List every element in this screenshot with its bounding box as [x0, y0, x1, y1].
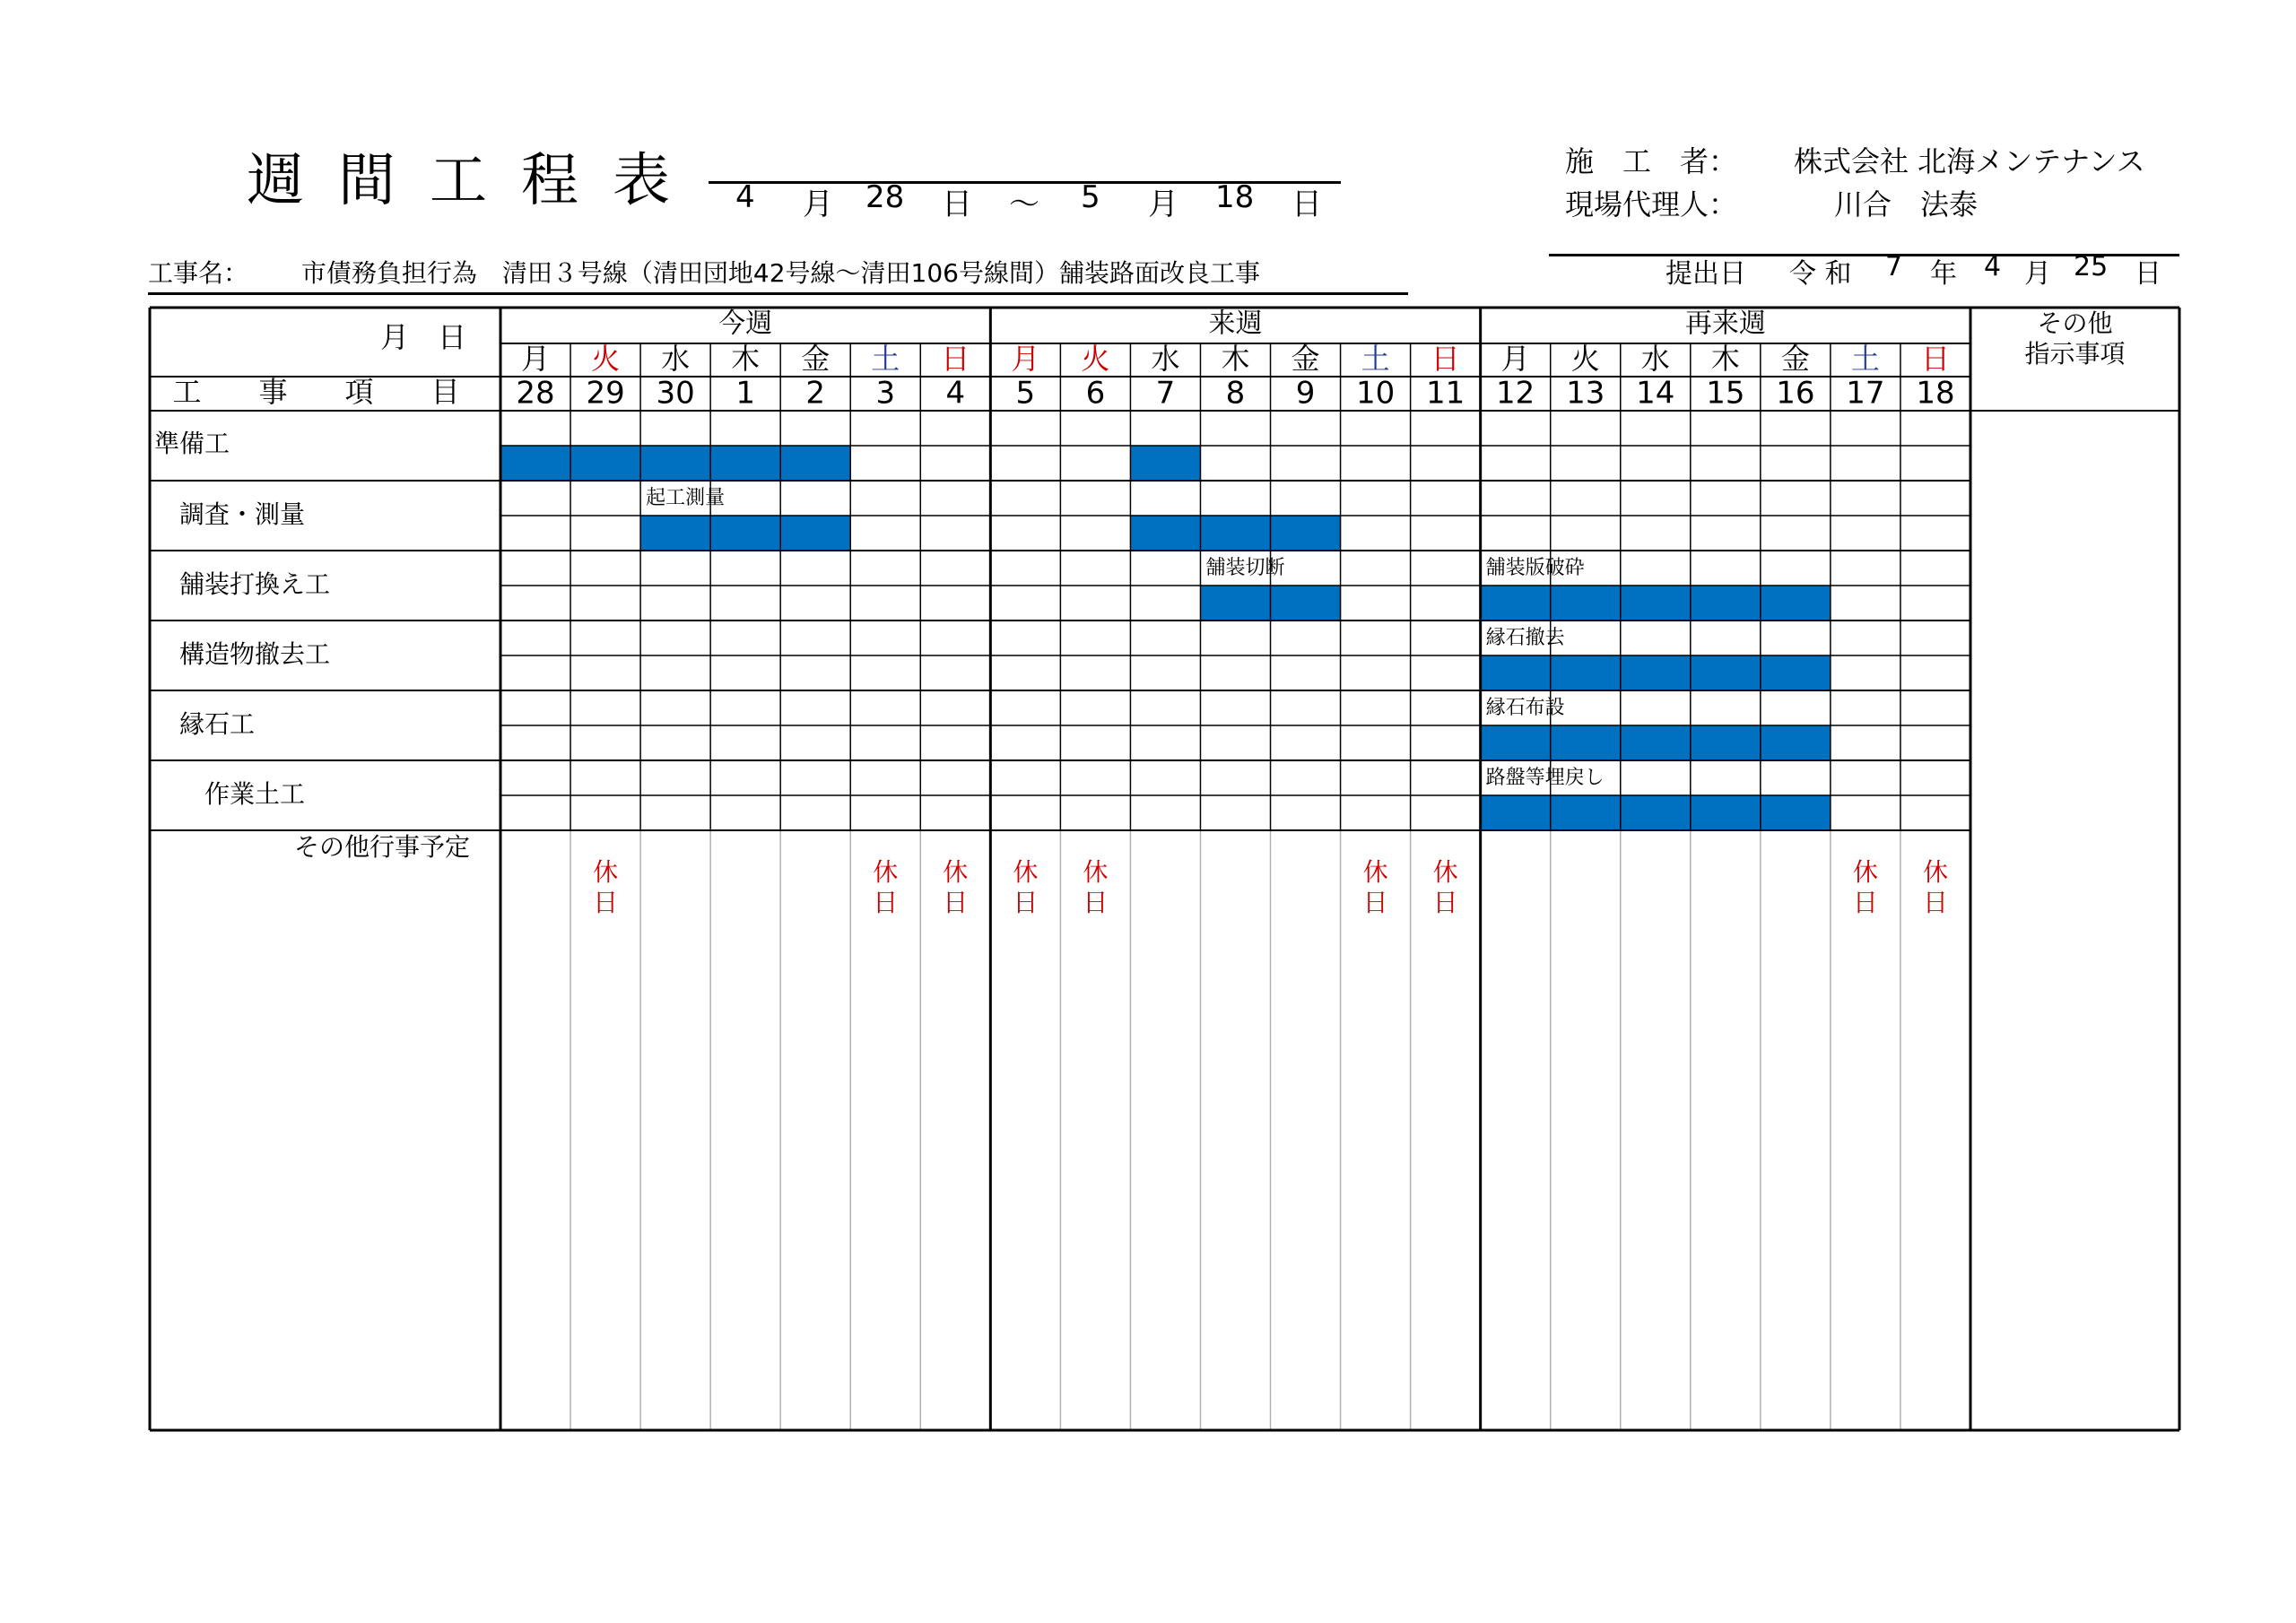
- task-note: 舗装版破砕: [1485, 557, 1585, 579]
- page-title: 週間工程表: [247, 148, 704, 214]
- project-name: 市債務負担行為 清田３号線（清田団地42号線～清田106号線間）舗装路面改良工事: [300, 258, 1260, 288]
- weekday-6: 土: [871, 342, 900, 376]
- period-from-day: 28: [865, 179, 905, 215]
- task-bar: [1481, 586, 1831, 621]
- task-bar: [500, 446, 850, 481]
- holiday-mark: 休: [593, 857, 619, 887]
- submit-label: 提出日: [1665, 258, 1746, 290]
- holiday-mark: 日: [1922, 888, 1948, 917]
- day-number-14: 11: [1426, 375, 1465, 412]
- notes-header-line1: その他: [2037, 308, 2113, 338]
- work-items-header: 工 事 項 目: [172, 375, 460, 409]
- period-month-label-2: 月: [1148, 187, 1178, 222]
- period-day-label-2: 日: [1292, 187, 1322, 222]
- weekday-2: 火: [591, 342, 621, 376]
- holiday-mark: 休: [873, 857, 899, 887]
- task-note: 舗装切断: [1205, 557, 1285, 579]
- holiday-mark: 日: [1362, 888, 1388, 917]
- agent-name: 川合 法泰: [1834, 187, 1979, 221]
- period-month-label: 月: [803, 187, 833, 222]
- other-events-label: その他行事予定: [293, 832, 470, 862]
- holiday-mark: 日: [593, 888, 619, 917]
- weekday-18: 木: [1710, 342, 1740, 376]
- day-number-21: 18: [1916, 375, 1955, 412]
- day-number-4: 1: [735, 375, 755, 412]
- weekday-15: 月: [1500, 342, 1530, 376]
- task-bar: [1130, 516, 1340, 551]
- task-label-6: 作業土工: [204, 779, 306, 809]
- period-to-month: 5: [1081, 179, 1100, 215]
- task-bar: [1130, 446, 1200, 481]
- holiday-mark: 日: [1432, 888, 1458, 917]
- weekday-8: 月: [1011, 342, 1040, 376]
- day-number-15: 12: [1496, 375, 1535, 412]
- day-number-6: 3: [875, 375, 896, 412]
- day-number-8: 5: [1015, 375, 1036, 412]
- holiday-mark: 休: [1083, 857, 1109, 887]
- weekday-7: 日: [941, 342, 970, 376]
- month-day-header: 月 日: [379, 320, 466, 354]
- submit-day: 25: [2074, 251, 2109, 282]
- holiday-mark: 休: [1432, 857, 1458, 887]
- holiday-mark: 休: [1852, 857, 1878, 887]
- holiday-mark: 日: [873, 888, 899, 917]
- task-note: 路盤等埋戻し: [1485, 767, 1605, 789]
- week-header-3: 再来週: [1684, 308, 1766, 340]
- period-day-label: 日: [942, 187, 972, 222]
- project-label: 工事名：: [148, 258, 249, 288]
- weekday-14: 日: [1431, 342, 1460, 376]
- holiday-mark: 休: [943, 857, 969, 887]
- notes-header-line2: 指示事項: [2024, 339, 2126, 369]
- weekday-9: 火: [1081, 342, 1110, 376]
- day-number-12: 9: [1295, 375, 1316, 412]
- task-note: 起工測量: [646, 487, 726, 509]
- holiday-mark: 日: [943, 888, 969, 917]
- contractor-name: 株式会社 北海メンテナンス: [1794, 144, 2145, 178]
- task-bar: [1481, 795, 1831, 830]
- weekday-1: 月: [521, 342, 551, 376]
- day-number-10: 7: [1155, 375, 1176, 412]
- task-label-3: 舗装打換え工: [179, 569, 331, 599]
- submit-year-label: 年: [1930, 258, 1957, 290]
- day-number-5: 2: [805, 375, 826, 412]
- task-label-5: 縁石工: [179, 709, 256, 739]
- agent-label: 現場代理人：: [1565, 187, 1738, 221]
- day-number-17: 14: [1636, 375, 1675, 412]
- week-header-1: 今週: [718, 308, 773, 340]
- period-from-month: 4: [735, 179, 755, 215]
- day-number-16: 13: [1566, 375, 1605, 412]
- submit-month: 4: [1984, 251, 2002, 282]
- submit-era: 令 和: [1789, 258, 1852, 290]
- holiday-mark: 休: [1362, 857, 1388, 887]
- holiday-mark: 日: [1852, 888, 1878, 917]
- submit-month-label: 月: [2024, 258, 2051, 290]
- weekday-16: 火: [1570, 342, 1600, 376]
- day-number-3: 30: [656, 375, 695, 412]
- task-bar: [1481, 725, 1831, 760]
- weekday-13: 土: [1361, 342, 1390, 376]
- day-number-2: 29: [586, 375, 625, 412]
- weekday-17: 水: [1640, 342, 1670, 376]
- weekday-10: 水: [1151, 342, 1180, 376]
- day-number-18: 15: [1706, 375, 1745, 412]
- holiday-mark: 休: [1013, 857, 1039, 887]
- task-label-1: 準備工: [154, 429, 230, 458]
- holiday-mark: 休: [1922, 857, 1948, 887]
- weekday-20: 土: [1850, 342, 1880, 376]
- task-bar: [640, 516, 850, 551]
- weekday-3: 水: [661, 342, 691, 376]
- task-bar: [1481, 655, 1831, 690]
- task-note: 縁石撤去: [1485, 627, 1565, 649]
- period-tilde: ～: [1009, 187, 1039, 222]
- day-number-13: 10: [1355, 375, 1396, 412]
- weekday-11: 木: [1221, 342, 1250, 376]
- submit-day-label: 日: [2135, 258, 2161, 290]
- submit-year: 7: [1885, 251, 1903, 282]
- weekday-5: 金: [801, 342, 831, 376]
- day-number-9: 6: [1085, 375, 1106, 412]
- contractor-label: 施 工 者：: [1565, 144, 1738, 178]
- holiday-mark: 日: [1013, 888, 1039, 917]
- task-label-2: 調査・測量: [179, 499, 306, 529]
- day-number-20: 17: [1846, 375, 1885, 412]
- week-header-2: 来週: [1208, 308, 1263, 340]
- weekday-21: 日: [1920, 342, 1950, 376]
- day-number-11: 8: [1225, 375, 1246, 412]
- day-number-7: 4: [945, 375, 966, 412]
- weekday-4: 木: [731, 342, 761, 376]
- day-number-19: 16: [1776, 375, 1815, 412]
- period-to-day: 18: [1215, 179, 1255, 215]
- task-note: 縁石布設: [1485, 697, 1565, 719]
- weekday-12: 金: [1291, 342, 1320, 376]
- weekday-19: 金: [1780, 342, 1810, 376]
- holiday-mark: 日: [1083, 888, 1109, 917]
- task-label-4: 構造物撤去工: [179, 639, 331, 669]
- day-number-1: 28: [516, 375, 555, 412]
